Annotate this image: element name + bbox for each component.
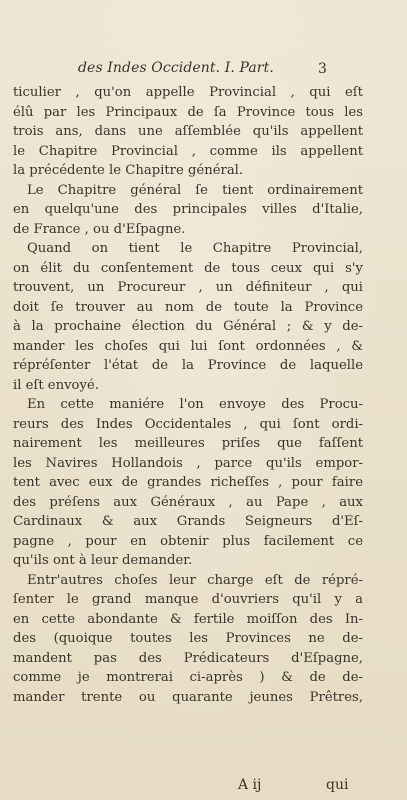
text-line: Quand on tient le Chapitre Provincial, [27,241,363,256]
text-line: en cette abondante & fertile moiſſon des In- [13,611,363,627]
text-line: pagne , pour en obtenir plus facilement ce [13,533,363,549]
text-line: doit ſe trouver au nom de toute la Province [13,299,363,315]
text-line: tent avec eux de grandes richeſſes , pour faire [13,475,363,490]
text-line: ticulier , qu'on appelle Provincial , qui eſt [13,85,363,100]
text-line: trouvent, un Procureur , un définiteur , qui [13,280,363,295]
text-line: en quelqu'une des principales villes d'Italie, [13,202,363,217]
text-line: Entr'autres choſes leur charge eſt de répré- [27,572,363,588]
page-number: 3 [318,61,327,77]
text-line: trois ans, dans une aſſemblée qu'ils appellent [13,124,363,139]
text-line: des (quoique toutes les Provinces ne de- [13,631,363,646]
running-head [0,60,407,80]
text-line: le Chapitre Provincial , comme ils appellent [13,143,363,159]
body-text [13,83,363,707]
text-line: de France , ou d'Eſpagne. [13,221,186,237]
text-line: les Navires Hollandois , parce qu'ils empor- [13,455,363,471]
catchword: qui [326,777,349,793]
text-line: mander les choſes qui lui ſont ordonnées , & [13,338,363,354]
running-title: des Indes Occident. I. Part. [78,60,274,76]
text-line: comme je montrerai ci-après ) & de de- [13,670,363,685]
text-line: à la prochaine élection du Général ; & y de- [13,319,363,334]
text-line: qu'ils ont à leur demander. [13,553,193,568]
text-line: Le Chapitre général ſe tient ordinairement [27,182,363,198]
text-line: mandent pas des Prédicateurs d'Eſpagne, [13,650,363,666]
text-line: la précédente le Chapitre général. [13,163,244,178]
text-line: répréſenter l'état de la Province de laquelle [13,358,363,373]
text-line: élû par les Principaux de ſa Province tous les [13,104,363,120]
text-line: des préſens aux Généraux , au Pape , aux [13,494,363,510]
text-line: ſenter le grand manque d'ouvriers qu'il y a [13,592,363,607]
text-line: Cardinaux & aux Grands Seigneurs d'Eſ- [13,514,363,529]
text-line: En cette maniére l'on envoye des Procu- [27,397,363,412]
text-line: il eſt envoyé. [13,377,99,393]
text-line: nairement les meilleures priſes que faſſent [13,436,363,451]
page-footer [0,777,407,797]
text-line: reurs des Indes Occidentales , qui ſont ordi- [13,416,363,432]
text-line: mander trente ou quarante jeunes Prêtres, [13,689,363,705]
signature-mark: A ij [238,777,262,793]
text-line: on élit du conſentement de tous ceux qui s'y [13,260,363,276]
